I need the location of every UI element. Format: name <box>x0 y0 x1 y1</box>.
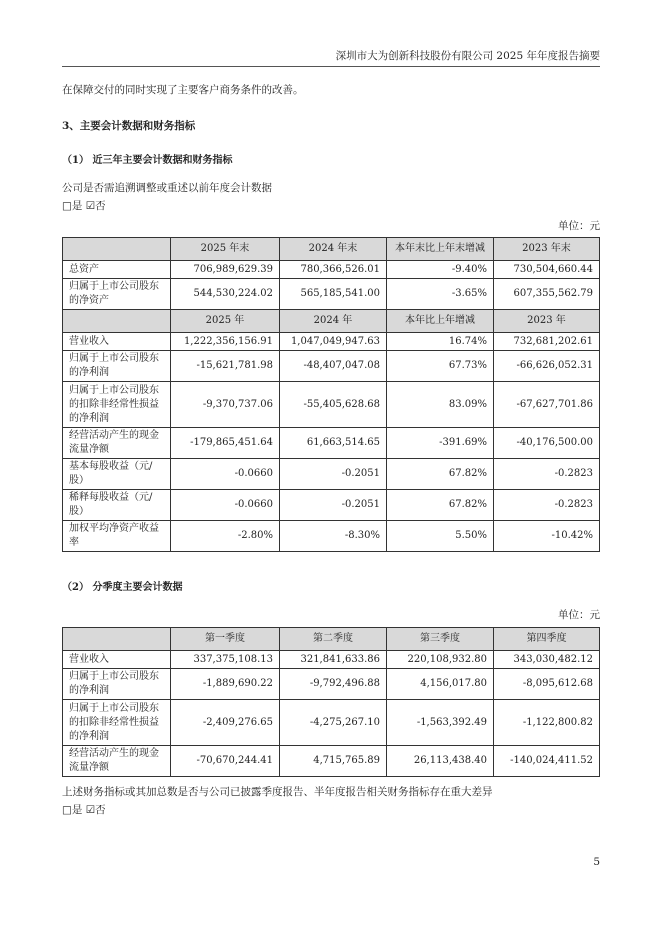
table-row <box>63 669 600 700</box>
table-cell: -0.2823 <box>494 490 600 521</box>
table-row <box>63 490 600 521</box>
column-header: 本年比上年增减 <box>387 310 494 333</box>
diff-question: 上述财务指标或其加总数是否与公司已披露季度报告、半年度报告相关财务指标存在重大差异 <box>62 786 493 798</box>
table-header-row-2 <box>63 310 600 333</box>
column-header: 第三季度 <box>387 628 494 651</box>
table-cell: 67.82% <box>387 459 494 490</box>
row-label: 总资产 <box>63 261 171 279</box>
table-cell: -2.80% <box>171 521 280 552</box>
unit-label-2: 单位：元 <box>558 609 600 621</box>
column-header: 2025 年 <box>171 310 280 333</box>
table-cell: 607,355,562.79 <box>494 279 600 310</box>
column-header: 2024 年末 <box>280 238 387 261</box>
table-cell: -0.2051 <box>280 459 387 490</box>
column-header: 2023 年 <box>494 310 600 333</box>
row-label: 经营活动产生的现金流量净额 <box>63 746 171 777</box>
table-cell: -391.69% <box>387 428 494 459</box>
table-cell: -1,122,800.82 <box>494 700 600 746</box>
table-row <box>63 261 600 279</box>
row-label: 归属于上市公司股东的净利润 <box>63 351 171 382</box>
table-cell: 780,366,526.01 <box>280 261 387 279</box>
section3-title: 3、主要会计数据和财务指标 <box>62 120 196 132</box>
financial-table <box>62 237 600 552</box>
table-cell: -4,275,267.10 <box>280 700 387 746</box>
column-header: 本年末比上年末增减 <box>387 238 494 261</box>
table-cell: -15,621,781.98 <box>171 351 280 382</box>
sub2-title: （2） 分季度主要会计数据 <box>62 582 183 593</box>
row-label: 归属于上市公司股东的扣除非经常性损益的净利润 <box>63 700 171 746</box>
column-header: 第四季度 <box>494 628 600 651</box>
table-cell: 732,681,202.61 <box>494 333 600 351</box>
table-cell: 706,989,629.39 <box>171 261 280 279</box>
table-cell: 16.74% <box>387 333 494 351</box>
row-label: 加权平均净资产收益率 <box>63 521 171 552</box>
column-header: 2025 年末 <box>171 238 280 261</box>
column-header: 第一季度 <box>171 628 280 651</box>
table-row <box>63 382 600 428</box>
table-cell: -9,370,737.06 <box>171 382 280 428</box>
sub1-title: （1） 近三年主要会计数据和财务指标 <box>62 155 233 166</box>
table-row <box>63 333 600 351</box>
column-header: 2024 年 <box>280 310 387 333</box>
table-cell: 61,663,514.65 <box>280 428 387 459</box>
table-cell: -0.2051 <box>280 490 387 521</box>
table-cell: -66,626,052.31 <box>494 351 600 382</box>
table-cell: 26,113,438.40 <box>387 746 494 777</box>
table-cell: -10.42% <box>494 521 600 552</box>
table-cell: 67.73% <box>387 351 494 382</box>
table-cell: 5.50% <box>387 521 494 552</box>
table-cell: -9,792,496.88 <box>280 669 387 700</box>
table-cell: 1,047,049,947.63 <box>280 333 387 351</box>
table-cell: -140,024,411.52 <box>494 746 600 777</box>
table-header-row <box>63 628 600 651</box>
quarterly-table <box>62 627 600 777</box>
column-header <box>63 238 171 261</box>
table-row <box>63 459 600 490</box>
table-cell: 730,504,660.44 <box>494 261 600 279</box>
table-cell: -70,670,244.41 <box>171 746 280 777</box>
table-cell: -55,405,628.68 <box>280 382 387 428</box>
row-label: 经营活动产生的现金流量净额 <box>63 428 171 459</box>
table-row <box>63 651 600 669</box>
column-header: 2023 年末 <box>494 238 600 261</box>
table-cell: 343,030,482.12 <box>494 651 600 669</box>
table-row <box>63 521 600 552</box>
table-cell: 1,222,356,156.91 <box>171 333 280 351</box>
table-cell: -48,407,047.08 <box>280 351 387 382</box>
table-cell: -40,176,500.00 <box>494 428 600 459</box>
table-cell: -0.0660 <box>171 490 280 521</box>
table-cell: 220,108,932.80 <box>387 651 494 669</box>
column-header <box>63 310 171 333</box>
table-row <box>63 700 600 746</box>
table-cell: -2,409,276.65 <box>171 700 280 746</box>
header-divider <box>62 66 600 67</box>
row-label: 基本每股收益（元/股） <box>63 459 171 490</box>
table-cell: 321,841,633.86 <box>280 651 387 669</box>
table-cell: -8,095,612.68 <box>494 669 600 700</box>
table-row <box>63 746 600 777</box>
column-header <box>63 628 171 651</box>
table-cell: 83.09% <box>387 382 494 428</box>
table-cell: -1,889,690.22 <box>171 669 280 700</box>
intro-text: 在保障交付的同时实现了主要客户商务条件的改善。 <box>62 84 304 96</box>
row-label: 营业收入 <box>63 333 171 351</box>
restate-answer: □是 ☑否 <box>62 200 106 212</box>
table-cell: -67,627,701.86 <box>494 382 600 428</box>
report-header: 深圳市大为创新科技股份有限公司 2025 年年度报告摘要 <box>335 50 600 62</box>
row-label: 归属于上市公司股东的净资产 <box>63 279 171 310</box>
table-cell: -1,563,392.49 <box>387 700 494 746</box>
table-cell: 4,156,017.80 <box>387 669 494 700</box>
diff-answer: □是 ☑否 <box>62 804 106 816</box>
table-cell: 67.82% <box>387 490 494 521</box>
table-cell: -9.40% <box>387 261 494 279</box>
row-label: 归属于上市公司股东的扣除非经常性损益的净利润 <box>63 382 171 428</box>
restate-question: 公司是否需追溯调整或重述以前年度会计数据 <box>62 182 272 194</box>
page-number: 5 <box>593 856 600 868</box>
row-label: 营业收入 <box>63 651 171 669</box>
table-cell: 337,375,108.13 <box>171 651 280 669</box>
unit-label: 单位：元 <box>558 220 600 232</box>
table-cell: 4,715,765.89 <box>280 746 387 777</box>
table-cell: -179,865,451.64 <box>171 428 280 459</box>
table-header-row <box>63 238 600 261</box>
table-cell: -8.30% <box>280 521 387 552</box>
column-header: 第二季度 <box>280 628 387 651</box>
table-row <box>63 351 600 382</box>
table-cell: 544,530,224.02 <box>171 279 280 310</box>
table-cell: -0.2823 <box>494 459 600 490</box>
row-label: 稀释每股收益（元/股） <box>63 490 171 521</box>
table-row <box>63 428 600 459</box>
table-row <box>63 279 600 310</box>
row-label: 归属于上市公司股东的净利润 <box>63 669 171 700</box>
table-cell: 565,185,541.00 <box>280 279 387 310</box>
table-cell: -0.0660 <box>171 459 280 490</box>
table-cell: -3.65% <box>387 279 494 310</box>
